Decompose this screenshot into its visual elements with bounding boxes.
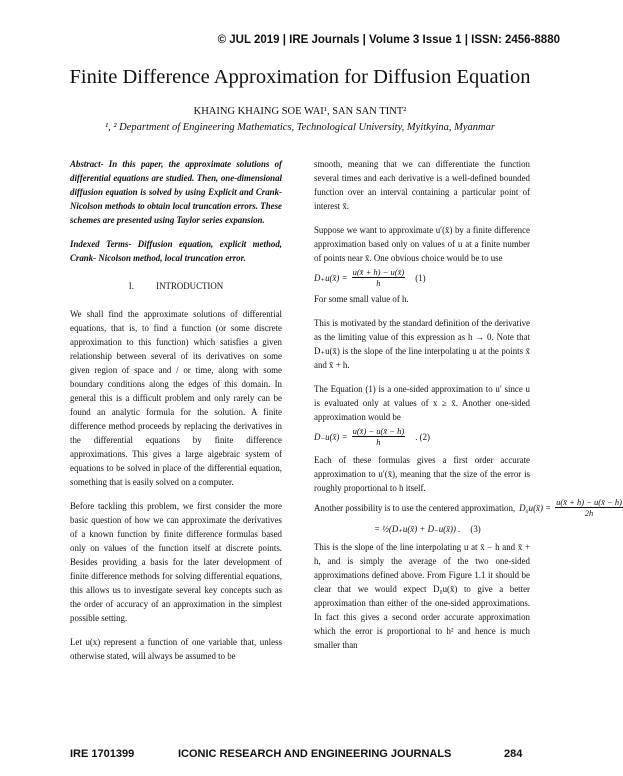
equation-intro: Another possibility is to use the centered approximation, <box>314 502 516 513</box>
section-title: INTRODUCTION <box>156 281 224 291</box>
section-heading <box>70 279 282 293</box>
authors: KHAING KHAING SOE WAI¹, SAN SAN TINT² <box>193 106 407 117</box>
equation-1 <box>314 267 530 288</box>
numerator: u(x̄ + h) − u(x̄ − h) <box>556 497 622 507</box>
equation-continuation: = ½(D₊u(x̄) + D₋u(x̄)) . <box>374 524 461 534</box>
footer-journal-name: ICONIC RESEARCH AND ENGINEERING JOURNALS <box>178 748 452 760</box>
paragraph: We shall find the approximate solutions of differential equations, that is, to find a function (or some discrete approximation to this function) which satisfies a given relationship between several of its derivatives on some given region of space and / or time, along with some boundary conditions along the edges of this domain. In general this is a difficult problem and only rarely can be found an analytic formula for the solution. A finite difference method proceeds by replacing the derivatives in the differential equations by finite difference approximations. This gives a large algebraic system of equations to be solved in place of the differential equation, something that is easily solved on a computer. <box>70 309 282 487</box>
denominator: h <box>376 278 381 288</box>
numerator: u(x̄) − u(x̄ − h) <box>352 426 405 436</box>
equation-number: . (2) <box>415 431 430 442</box>
index-terms: Indexed Terms- Diffusion equation, explicit method, Crank- Nicolson method, local truncation error. <box>70 239 282 263</box>
paragraph: This is the slope of the line interpolating u at x̄ − h and x̄ + h, and is simply the average of the two one-sided approximations defined above. From Figure 1.1 it should be clear that we would expect D₀u(x̄) to give a better approximation than either of the one-sided approximations. In fact this gives a second order accurate approximation which the error is proportional to h² and hence is much smaller than <box>314 542 530 650</box>
equation-lhs: D₋u(x̄) = <box>314 431 348 442</box>
equation-3 <box>314 497 622 518</box>
paragraph: This is motivated by the standard definition of the derivative as the limiting value of this expression as h → 0. Note that D₊u(x̄) is the slope of the line interpolating u at the points x̄ and x̄ + h. <box>314 318 530 370</box>
equation-lhs: D₀u(x̄) = <box>519 502 552 513</box>
fraction <box>352 267 406 288</box>
paragraph: Let u(x) represent a function of one variable that, unless otherwise stated, will always be assumed to be <box>70 637 282 661</box>
paragraph: Suppose we want to approximate u′(x̄) by a finite difference approximation based only on values of u at a finite number of points near x̄. One obvious choice would be to use <box>314 225 530 263</box>
journal-header: © JUL 2019 | IRE Journals | Volume 3 Issue 1 | ISSN: 2456-8880 <box>217 34 560 46</box>
paragraph: The Equation (1) is a one-sided approximation to u′ since u is evaluated only at values of x ≥ x̄. Another one-sided approximation would be <box>314 384 530 422</box>
fraction <box>555 497 623 518</box>
denominator: h <box>376 437 381 447</box>
paragraph: Each of these formulas gives a first order accurate approximation to u′(x̄), meaning that the size of the error is roughly proportional to h itself. <box>314 455 530 493</box>
fraction <box>352 426 406 447</box>
footer-article-id: IRE 1701399 <box>70 748 135 760</box>
equation-2 <box>314 426 530 447</box>
left-column <box>70 157 282 673</box>
footer-page-number: 284 <box>504 748 523 760</box>
equation-lhs: D₊u(x̄) = <box>314 272 348 283</box>
affiliation: ¹, ² Department of Engineering Mathematics, Technological University, Myitkyina, Myanmar <box>105 122 495 133</box>
paper-title: Finite Difference Approximation for Diffusion Equation <box>69 66 531 88</box>
denominator: 2h <box>584 508 594 518</box>
paragraph: For some small value of h. <box>314 294 409 304</box>
equation-number: (1) <box>415 272 426 283</box>
right-column <box>314 157 622 662</box>
paragraph: smooth, meaning that we can differentiate the function several times and each derivative is a well-defined bounded function over an interval containing a particular point of interest x̄. <box>314 159 530 211</box>
equation-number: (3) <box>470 524 481 534</box>
paragraph: Before tackling this problem, we first consider the more basic question of how we can approximate the derivatives of a known function by finite difference formulas based only on values of the function itself at discrete points. Besides providing a basis for the later development of finite difference methods for solving differential equations, this allows us to investigate several key concepts such as the order of accuracy of an approximation in the simplest possible setting. <box>70 501 282 623</box>
abstract: Abstract- In this paper, the approximate solutions of differential equations are studied. Then, one-dimensional diffusion equation is solved by using Explicit and Crank- Nicolson methods to obtain local truncation errors. These schemes are presented using Taylor series expansion. <box>70 159 282 225</box>
section-number: I. <box>128 281 134 291</box>
equation-3-line-2 <box>314 522 530 536</box>
numerator: u(x̄ + h) − u(x̄) <box>352 267 405 277</box>
